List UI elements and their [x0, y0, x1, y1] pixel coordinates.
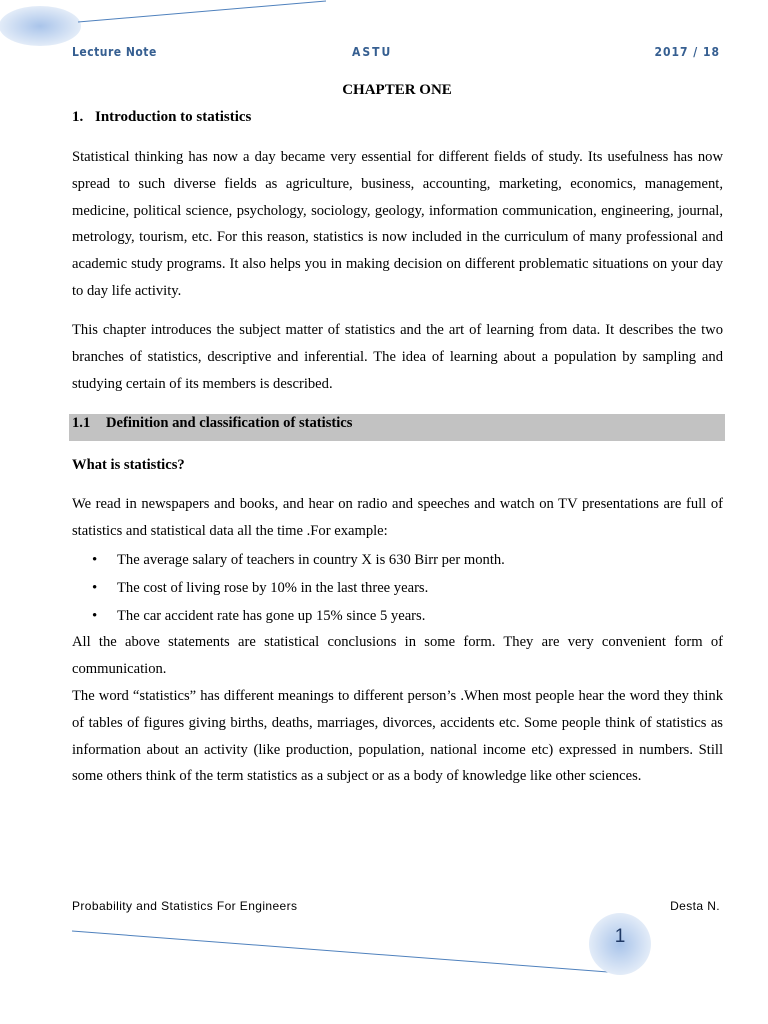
header-lecture-note: Lecture Note [72, 45, 157, 59]
section-heading-introduction [72, 109, 251, 126]
subsection-number: 1.1 [72, 415, 91, 431]
conclusions-paragraph: All the above statements are statistical conclusions in some form. They are very convenient form of communication. [72, 634, 723, 677]
header-academic-year: 2017 / 18 [654, 45, 720, 59]
list-item: • The cost of living rose by 10% in the last three years. [92, 575, 505, 603]
examples-list [92, 547, 505, 631]
intro-paragraph: Statistical thinking has now a day became very essential for different fields of study. Its usefulness has now spread to such diverse fields as agriculture, business, accounting, marketing, economics, management, medicine, political science, psychology, sociology, geology, information communication, engineering, journal, metrology, tourism, etc. For this reason, statistics is now included in the curriculum of many professional and academic study programs. It also helps you in making decision on different problematic situations on your day to day life activity. [72, 149, 723, 299]
section-number: 1. [72, 109, 84, 125]
subsection-heading-bar [69, 414, 725, 441]
newspapers-paragraph: We read in newspapers and books, and hear on radio and speeches and watch on TV presentations are full of statistics and statistical data all the time .For example: [72, 496, 723, 539]
list-item: • The average salary of teachers in country X is 630 Birr per month. [92, 547, 505, 575]
section-title: Introduction to statistics [95, 109, 252, 125]
header-ornament-oval [0, 6, 81, 46]
what-is-statistics-heading: What is statistics? [72, 457, 185, 473]
page-number: 1 [614, 926, 626, 947]
subsection-title: Definition and classification of statistics [106, 415, 353, 431]
chapter-title: CHAPTER ONE [342, 82, 452, 98]
word-meaning-paragraph: The word “statistics” has different meanings to different person’s .When most people hear the word they think of tables of figures giving births, deaths, marriages, divorces, accidents etc. Some people think of statistics as information about an activity (like production, population, national income etc) expressed in numbers. Still some others think of the term statistics as a subject or as a body of knowledge like other sciences. [72, 688, 723, 785]
chapter-overview-paragraph: This chapter introduces the subject matter of statistics and the art of learning from data. It describes the two branches of statistics, descriptive and inferential. The idea of learning about a population by sampling and studying certain of its members is described. [72, 322, 723, 392]
header-institution: ASTU [352, 45, 393, 59]
list-item: • The car accident rate has gone up 15% since 5 years. [92, 603, 505, 631]
footer-course-title: Probability and Statistics For Engineers [72, 899, 298, 913]
footer-ornament-line [72, 931, 608, 972]
header-ornament-line [78, 1, 326, 22]
footer-author: Desta N. [670, 899, 720, 913]
